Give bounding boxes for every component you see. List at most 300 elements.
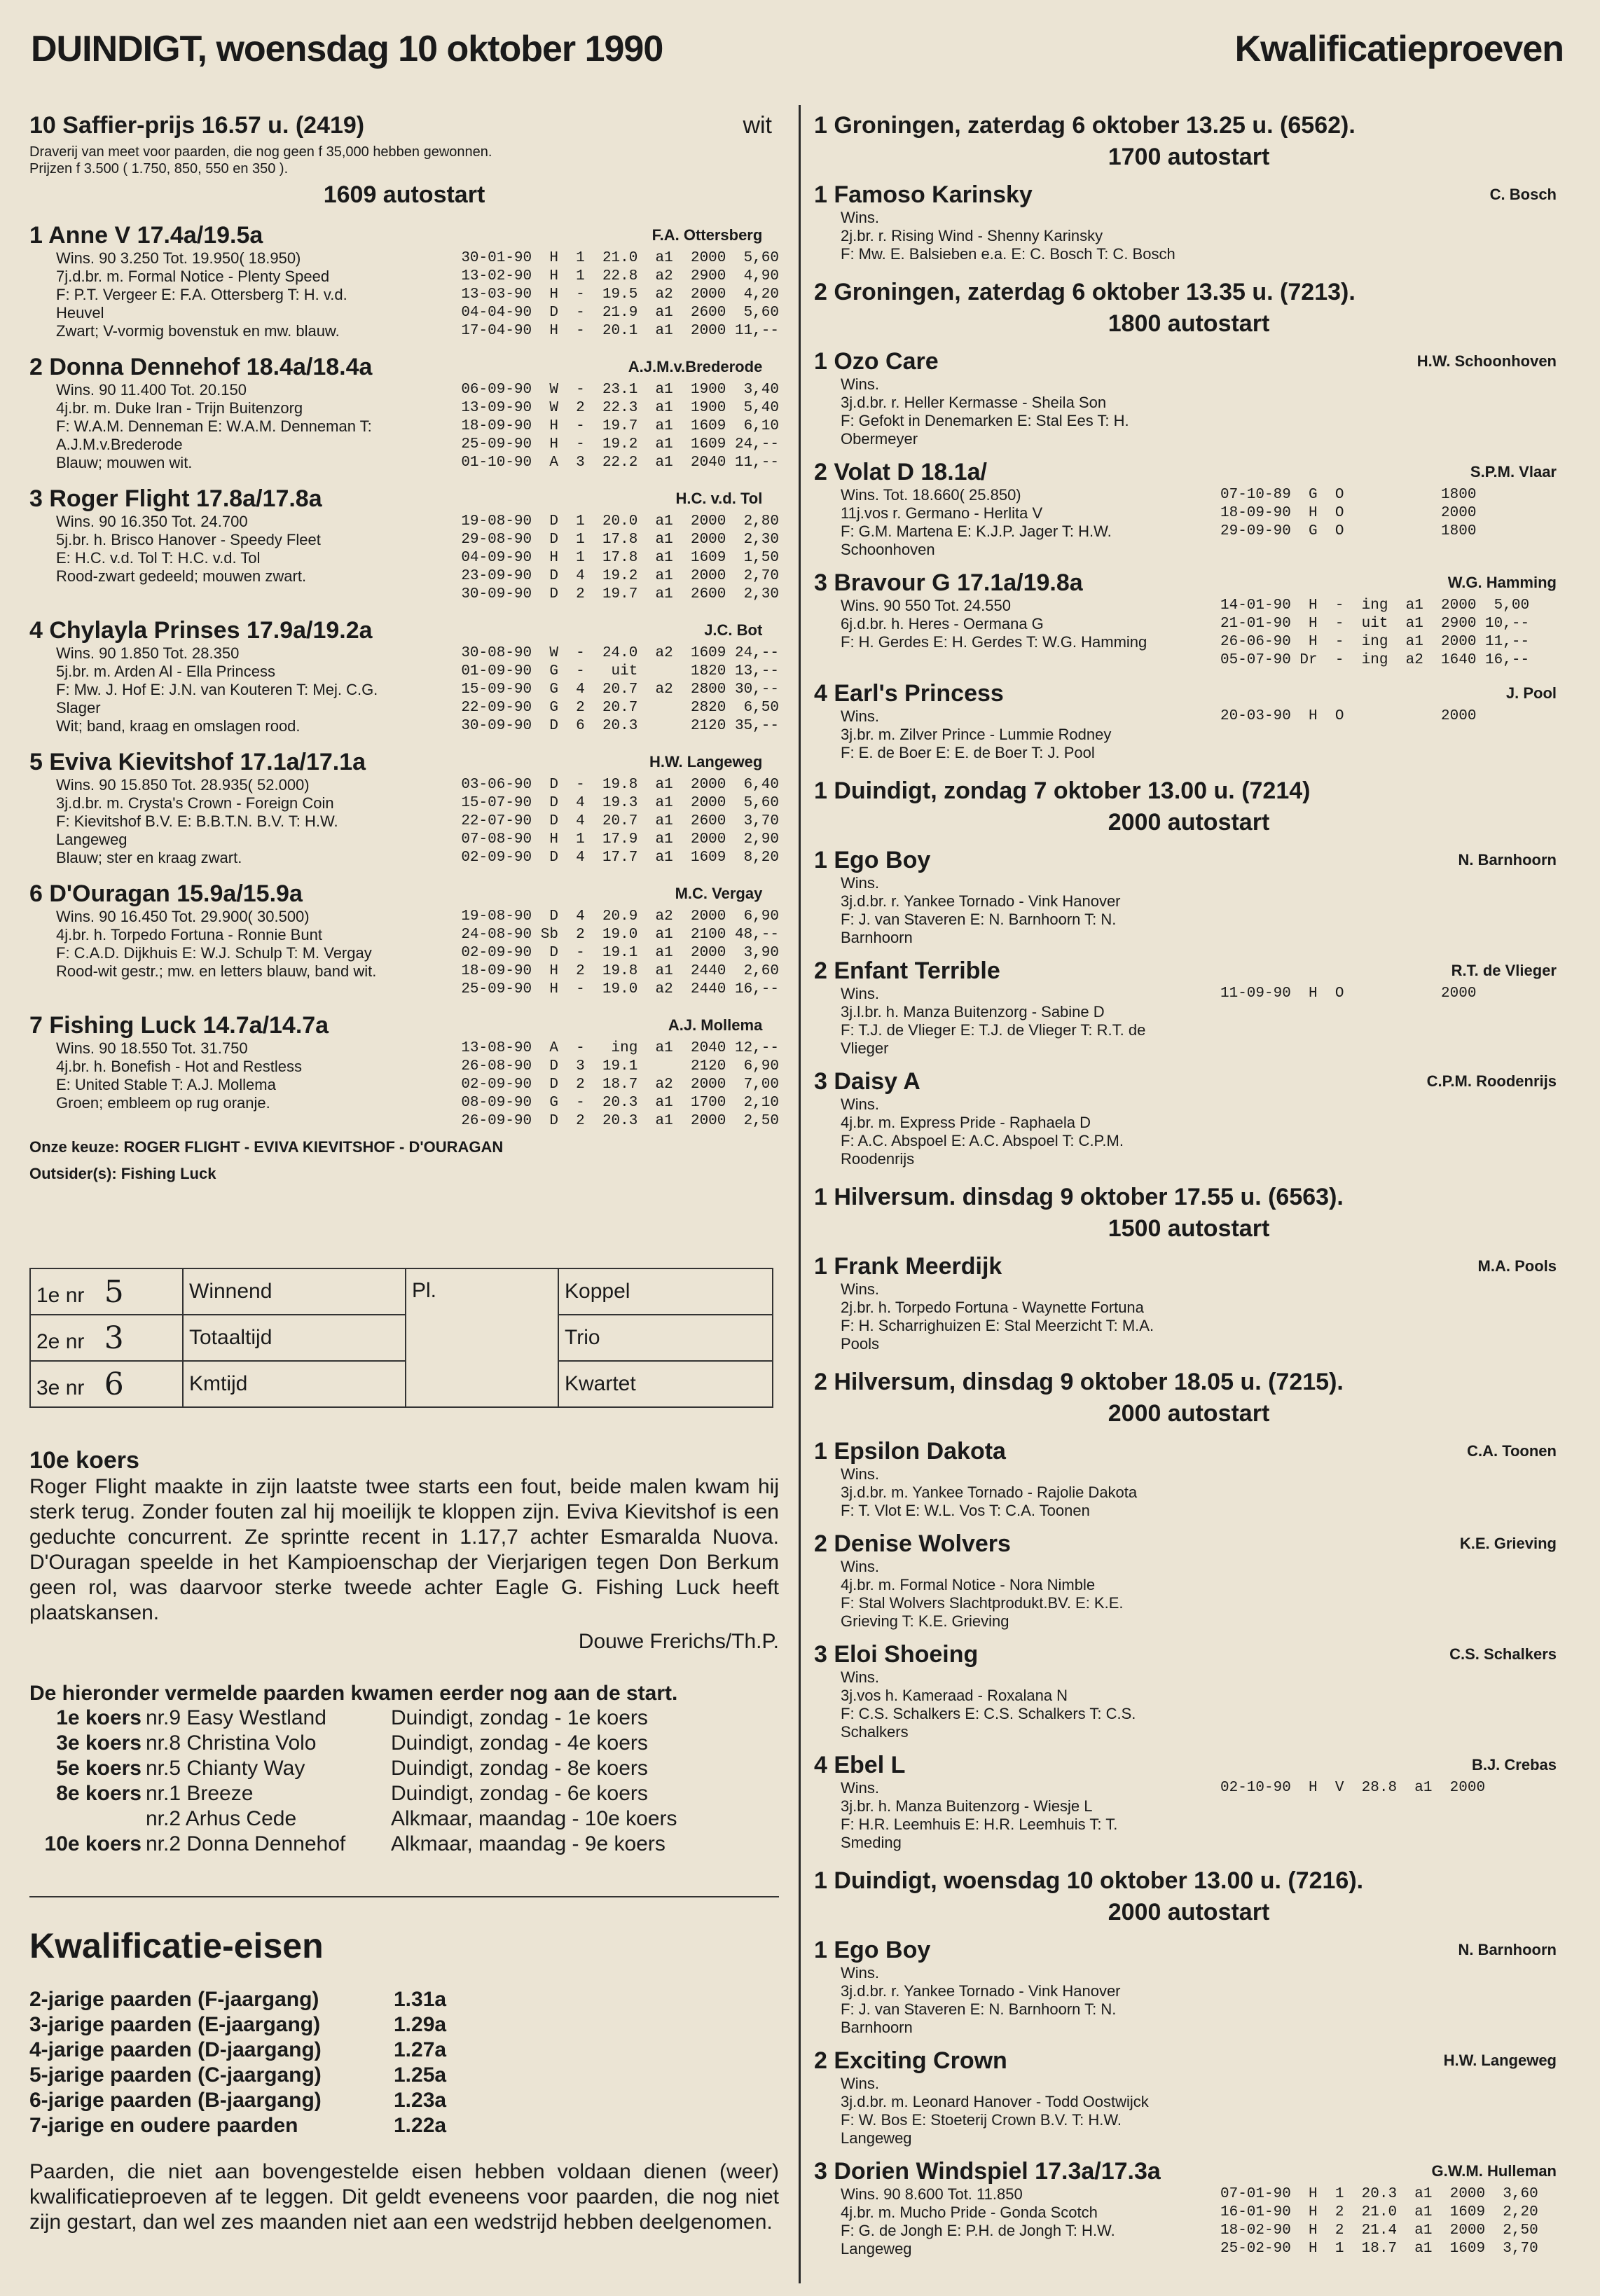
header-section: Kwalificatieproeven	[1234, 29, 1564, 69]
horse-info	[814, 1437, 1206, 1520]
horse-detail-line: F: Mw. E. Balsieben e.a. E: C. Bosch T: C. Bosch	[841, 245, 1175, 263]
horse-driver: R.T. de Vlieger	[1451, 962, 1557, 979]
previous-starts-title: De hieronder vermelde paarden kwamen eerder nog aan de start.	[29, 1682, 678, 1705]
horse-detail-line: Wins. Tot. 18.660( 25.850)	[841, 486, 1021, 504]
previous-horse: nr.8 Christina Volo	[146, 1731, 317, 1755]
performance-row: 25-09-90 H - 19.2 a1 1609 24,--	[461, 436, 779, 452]
horse-performances	[433, 776, 779, 867]
horse-stats	[433, 616, 779, 735]
horse-detail-line: F: T. Vlot E: W.L. Vos T: C.A. Toonen	[841, 1502, 1090, 1519]
qualification-time: 1.25a	[394, 2063, 447, 2087]
horse-detail-line: F: P.T. Vergeer E: F.A. Ottersberg T: H. v.d.	[56, 286, 347, 303]
horse-driver: C. Bosch	[1489, 186, 1557, 203]
race-distance: 1609 autostart	[323, 181, 485, 208]
commentary-text: Roger Flight maakte in zijn laatste twee starts een fout, beide malen kwam hij sterk terug. Zonder fouten zal hij moeilijk te kloppen zijn. Eviva Kievitshof is een geduchte concurrent. Ze sprintte recent in 1.17,7 achter Esmaralda Nuova. D'Ouragan speelde in het Kampioenschap der Vierjarigen tegen Don Berkum geen rol, was daarvoor sterke tweede achter Eagle G. Fishing Luck heeft plaatskansen.	[29, 1475, 779, 1624]
qualification-race-distance: 2000 autostart	[1108, 809, 1270, 836]
qualification-race-title: 2 Hilversum, dinsdag 9 oktober 18.05 u. (7215).	[814, 1369, 1344, 1395]
performance-row: 30-01-90 H 1 21.0 a1 2000 5,60	[461, 250, 779, 266]
horse-name: 1 Famoso Karinsky	[814, 181, 1033, 208]
horse-driver: C.S. Schalkers	[1449, 1645, 1557, 1663]
performance-row: 15-09-90 G 4 20.7 a2 2800 30,--	[461, 682, 779, 698]
performance-row: 08-09-90 G - 20.3 a1 1700 2,10	[461, 1095, 779, 1111]
horse-info	[814, 1252, 1206, 1353]
horse-detail-line: Smeding	[841, 1834, 902, 1851]
horse-info	[814, 458, 1206, 559]
performance-row: 07-01-90 H 1 20.3 a1 2000 3,60	[1220, 2186, 1538, 2202]
performance-row: 30-09-90 D 6 20.3 2120 35,--	[461, 718, 779, 734]
horse-detail-line: F: J. van Staveren E: N. Barnhoorn T: N.	[841, 2000, 1117, 2018]
horse-entry	[814, 1530, 1564, 1631]
previous-location: Alkmaar, maandag - 10e koers	[391, 1807, 677, 1830]
kmtijd-label: Kmtijd	[183, 1361, 406, 1407]
qualification-race	[814, 1184, 1564, 1353]
horse-detail-line: Wins. 90 16.450 Tot. 29.900( 30.500)	[56, 908, 310, 925]
previous-location: Duindigt, zondag - 4e koers	[391, 1731, 648, 1755]
qualification-race-distance: 1700 autostart	[1108, 144, 1270, 170]
qualification-age: 6-jarige paarden (B-jaargang)	[29, 2089, 322, 2112]
horse-entry	[814, 458, 1564, 559]
horse-driver: H.C. v.d. Tol	[675, 490, 763, 507]
performance-row: 14-01-90 H - ing a1 2000 5,00	[1220, 597, 1530, 614]
horse-name: 3 Dorien Windspiel 17.3a/17.3a	[814, 2158, 1161, 2185]
previous-horse: nr.5 Chianty Way	[146, 1757, 305, 1780]
horse-entry	[814, 2047, 1564, 2148]
horse-entry	[814, 569, 1564, 670]
horse-driver: B.J. Crebas	[1471, 1756, 1557, 1773]
horse-name: 4 Chylayla Prinses 17.9a/19.2a	[29, 617, 373, 644]
horse-stats	[1206, 1252, 1564, 1353]
horse-detail-line: Schalkers	[841, 1723, 909, 1741]
race-prizes: Prijzen f 3.500 ( 1.750, 850, 550 en 350 ).	[29, 161, 289, 177]
qualification-text: Paarden, die niet aan bovengestelde eisen hebben voldaan dienen (weer) kwalificatieproeven af te leggen. Dit geldt eveneens voor paarden, die nog niet zijn gestart, dan wel zes maanden niet aan een wedstrijd hebben deelgenomen.	[29, 2160, 779, 2234]
horse-detail-line: Wins. 90 8.600 Tot. 11.850	[841, 2185, 1023, 2203]
left-column	[29, 112, 779, 2235]
horse-performances	[433, 644, 779, 735]
performance-row: 06-09-90 W - 23.1 a1 1900 3,40	[461, 382, 779, 398]
horse-detail-line: Grieving T: K.E. Grieving	[841, 1612, 1009, 1630]
horse-list	[29, 221, 779, 1130]
horse-detail-line: Wins.	[841, 985, 879, 1002]
horse-stats	[1206, 1437, 1564, 1520]
performance-row: 02-09-90 D 2 18.7 a2 2000 7,00	[461, 1077, 779, 1093]
horse-detail-line: Langeweg	[841, 2240, 912, 2257]
performance-row: 02-10-90 H V 28.8 a1 2000	[1220, 1780, 1486, 1796]
horse-detail-line: Wins. 90 11.400 Tot. 20.150	[56, 381, 247, 399]
horse-detail-line: Wins. 90 16.350 Tot. 24.700	[56, 513, 248, 530]
winnend-label: Winnend	[183, 1268, 406, 1315]
horse-detail-line: 3j.d.br. m. Crysta's Crown - Foreign Coin	[56, 794, 334, 812]
our-pick: Onze keuze: ROGER FLIGHT - EVIVA KIEVITSHOF - D'OURAGAN	[29, 1138, 504, 1156]
horse-detail-line: F: Stal Wolvers Slachtprodukt.BV. E: K.E.	[841, 1594, 1124, 1612]
horse-detail-line: F: C.S. Schalkers E: C.S. Schalkers T: C.S.	[841, 1705, 1136, 1722]
horse-stats	[433, 485, 779, 604]
horse-info	[814, 1936, 1206, 2037]
header-date: DUINDIGT, woensdag 10 oktober 1990	[31, 29, 663, 69]
horse-detail-line: 3j.br. h. Manza Buitenzorg - Wiesje L	[841, 1797, 1093, 1815]
horse-entry	[29, 485, 779, 604]
horse-name: 2 Enfant Terrible	[814, 957, 1000, 984]
horse-stats	[1206, 1936, 1564, 2037]
horse-name: 4 Ebel L	[814, 1752, 906, 1778]
qualification-race-title: 1 Hilversum. dinsdag 9 oktober 17.55 u. (6563).	[814, 1184, 1344, 1210]
horse-entry	[814, 347, 1564, 448]
performance-row: 18-09-90 H O 2000	[1220, 505, 1477, 521]
result-row-1: 1e nr 5	[30, 1268, 183, 1315]
horse-detail-line: F: Kievitshof B.V. E: B.B.T.N. B.V. T: H.W.	[56, 812, 338, 830]
horse-driver: C.A. Toonen	[1467, 1442, 1557, 1460]
page-header	[31, 28, 1564, 84]
horse-stats	[433, 880, 779, 999]
previous-start-row	[29, 1756, 779, 1781]
horse-entry	[29, 616, 779, 735]
horse-performances	[433, 1039, 779, 1130]
horse-detail-line: F: J. van Staveren E: N. Barnhoorn T: N.	[841, 911, 1117, 928]
horse-detail-line: Vlieger	[841, 1039, 889, 1057]
horse-info	[814, 347, 1206, 448]
handwritten-2: 3	[104, 1320, 124, 1356]
horse-info	[814, 2047, 1206, 2148]
horse-info	[814, 1640, 1206, 1741]
horse-info	[814, 1751, 1206, 1852]
horse-detail-line: F: Gefokt in Denemarken E: Stal Ees T: H.	[841, 412, 1129, 429]
performance-row: 13-09-90 W 2 22.3 a1 1900 5,40	[461, 400, 779, 416]
horse-driver: H.W. Schoonhoven	[1416, 352, 1557, 370]
horse-detail-line: 3j.l.br. h. Manza Buitenzorg - Sabine D	[841, 1003, 1105, 1021]
horse-detail-line: Langeweg	[841, 2129, 912, 2147]
performance-row: 19-08-90 D 4 20.9 a2 2000 6,90	[461, 908, 779, 925]
performance-row: 13-08-90 A - ing a1 2040 12,--	[461, 1040, 779, 1056]
horse-detail-line: Wins.	[841, 874, 879, 892]
horse-info	[814, 1067, 1206, 1168]
trio-label: Trio	[558, 1315, 773, 1361]
performance-row: 18-09-90 H 2 19.8 a1 2440 2,60	[461, 963, 779, 979]
performance-row: 23-09-90 D 4 19.2 a1 2000 2,70	[461, 568, 779, 584]
horse-detail-line: Groen; embleem op rug oranje.	[56, 1094, 270, 1112]
horse-detail-line: F: T.J. de Vlieger E: T.J. de Vlieger T: R.T. de	[841, 1021, 1146, 1039]
horse-entry	[814, 1067, 1564, 1168]
horse-detail-line: Pools	[841, 1335, 880, 1353]
horse-detail-line: Wins. 90 18.550 Tot. 31.750	[56, 1039, 248, 1057]
qualification-age: 3-jarige paarden (E-jaargang)	[29, 2013, 321, 2036]
performance-row: 17-04-90 H - 20.1 a1 2000 11,--	[461, 323, 779, 339]
horse-name: 2 Donna Dennehof 18.4a/18.4a	[29, 354, 373, 380]
horse-performances	[1206, 597, 1564, 670]
performance-row: 15-07-90 D 4 19.3 a1 2000 5,60	[461, 795, 779, 811]
horse-detail-line: 5j.br. h. Brisco Hanover - Speedy Fleet	[56, 531, 321, 548]
qualification-race	[814, 112, 1564, 263]
horse-detail-line: F: W. Bos E: Stoeterij Crown B.V. T: H.W.	[841, 2111, 1122, 2129]
performance-row: 16-01-90 H 2 21.0 a1 1609 2,20	[1220, 2204, 1538, 2220]
performance-row: 26-08-90 D 3 19.1 2120 6,90	[461, 1058, 779, 1074]
qualification-race-title: 1 Duindigt, woensdag 10 oktober 13.00 u. (7216).	[814, 1867, 1364, 1894]
race-description: Draverij van meet voor paarden, die nog geen f 35,000 hebben gewonnen.	[29, 144, 492, 160]
column-divider	[799, 105, 801, 2283]
qualification-row	[29, 2063, 779, 2088]
horse-detail-line: Blauw; mouwen wit.	[56, 454, 193, 471]
qualification-time: 1.29a	[394, 2013, 447, 2036]
performance-row: 22-09-90 G 2 20.7 2820 6,50	[461, 700, 779, 716]
kwartet-label: Kwartet	[558, 1361, 773, 1407]
horse-entry	[29, 1011, 779, 1130]
horse-detail-line: 6j.d.br. h. Heres - Oermana G	[841, 615, 1044, 632]
qualification-race	[814, 1369, 1564, 1852]
performance-row: 13-03-90 H - 19.5 a2 2000 4,20	[461, 286, 779, 303]
horse-detail-line: 3j.d.br. m. Yankee Tornado - Rajolie Dakota	[841, 1484, 1138, 1501]
horse-name: 5 Eviva Kievitshof 17.1a/17.1a	[29, 749, 366, 775]
horse-stats	[1206, 347, 1564, 448]
horse-detail-line: Blauw; ster en kraag zwart.	[56, 849, 242, 866]
race-color: wit	[743, 112, 772, 139]
performance-row: 25-09-90 H - 19.0 a2 2440 16,--	[461, 981, 779, 997]
qualification-age: 5-jarige paarden (C-jaargang)	[29, 2063, 322, 2087]
performance-row: 30-09-90 D 2 19.7 a1 2600 2,30	[461, 586, 779, 602]
performance-row: 22-07-90 D 4 20.7 a1 2600 3,70	[461, 813, 779, 829]
horse-performances	[433, 513, 779, 604]
performance-row: 19-08-90 D 1 20.0 a1 2000 2,80	[461, 513, 779, 530]
horse-stats	[1206, 458, 1564, 559]
place-label: Pl.	[406, 1268, 558, 1407]
horse-detail-line: Obermeyer	[841, 430, 918, 448]
horse-detail-line: F: H. Gerdes E: H. Gerdes T: W.G. Hamming	[841, 633, 1147, 651]
result-row-3: 3e nr 6	[30, 1361, 183, 1407]
qualification-time: 1.23a	[394, 2089, 447, 2112]
horse-detail-line: E: H.C. v.d. Tol T: H.C. v.d. Tol	[56, 549, 261, 567]
previous-location: Alkmaar, maandag - 9e koers	[391, 1832, 665, 1855]
horse-stats	[1206, 1640, 1564, 1741]
horse-driver: M.A. Pools	[1477, 1257, 1557, 1275]
qualification-age: 7-jarige en oudere paarden	[29, 2114, 298, 2137]
performance-row: 05-07-90 Dr - ing a2 1640 16,--	[1220, 652, 1530, 668]
horse-detail-line: 3j.br. m. Zilver Prince - Lummie Rodney	[841, 726, 1112, 743]
performance-row: 01-09-90 G - uit 1820 13,--	[461, 663, 779, 679]
horse-performances	[433, 908, 779, 999]
horse-detail-line: 4j.br. h. Torpedo Fortuna - Ronnie Bunt	[56, 926, 322, 943]
horse-driver: G.W.M. Hulleman	[1431, 2162, 1557, 2180]
horse-detail-line: 3j.vos h. Kameraad - Roxalana N	[841, 1687, 1068, 1704]
horse-info	[814, 181, 1206, 263]
horse-entry	[29, 221, 779, 340]
performance-row: 03-06-90 D - 19.8 a1 2000 6,40	[461, 777, 779, 793]
horse-driver: H.W. Langeweg	[649, 753, 763, 770]
horse-entry	[29, 353, 779, 472]
horse-detail-line: Wins.	[841, 1095, 879, 1113]
horse-stats	[1206, 1530, 1564, 1631]
horse-detail-line: F: H.R. Leemhuis E: H.R. Leemhuis T: T.	[841, 1816, 1118, 1833]
horse-detail-line: Rood-wit gestr.; mw. en letters blauw, band wit.	[56, 962, 377, 980]
horse-name: 3 Daisy A	[814, 1068, 920, 1095]
horse-detail-line: Slager	[56, 699, 101, 717]
horse-info	[814, 846, 1206, 947]
horse-detail-line: Roodenrijs	[841, 1150, 915, 1168]
horse-performances	[1206, 486, 1564, 541]
qualification-row	[29, 2038, 779, 2063]
previous-start-row	[29, 1806, 779, 1832]
qualification-time: 1.27a	[394, 2038, 447, 2061]
qualification-race-title: 2 Groningen, zaterdag 6 oktober 13.35 u. (7213).	[814, 279, 1356, 305]
horse-info	[814, 679, 1206, 762]
horse-detail-line: 5j.br. m. Arden Al - Ella Princess	[56, 663, 276, 680]
horse-driver: C.P.M. Roodenrijs	[1426, 1072, 1557, 1090]
horse-detail-line: F: W.A.M. Denneman E: W.A.M. Denneman T:	[56, 417, 372, 435]
horse-stats	[1206, 957, 1564, 1058]
horse-detail-line: Wins.	[841, 1779, 879, 1797]
previous-horse: nr.2 Arhus Cede	[146, 1807, 297, 1830]
horse-entry	[814, 1751, 1564, 1852]
previous-race: 8e koers	[56, 1782, 142, 1805]
right-column	[814, 112, 1564, 2274]
horse-info	[814, 1530, 1206, 1631]
horse-entry	[814, 1640, 1564, 1741]
horse-detail-line: Schoonhoven	[841, 541, 935, 558]
previous-start-row	[29, 1731, 779, 1756]
horse-driver: N. Barnhoorn	[1458, 1941, 1557, 1958]
totaaltijd-label: Totaaltijd	[183, 1315, 406, 1361]
qualification-time: 1.31a	[394, 1988, 447, 2011]
previous-race: 5e koers	[56, 1757, 142, 1780]
performance-row: 18-02-90 H 2 21.4 a1 2000 2,50	[1220, 2222, 1538, 2239]
horse-entry	[814, 2157, 1564, 2258]
horse-driver: H.W. Langeweg	[1443, 2052, 1557, 2069]
horse-name: 2 Denise Wolvers	[814, 1530, 1011, 1557]
result-box	[29, 1268, 773, 1408]
horse-stats	[1206, 569, 1564, 670]
qualification-row	[29, 2012, 779, 2038]
horse-performances	[433, 381, 779, 472]
horse-driver: K.E. Grieving	[1459, 1535, 1557, 1552]
performance-row: 26-06-90 H - ing a1 2000 11,--	[1220, 634, 1530, 650]
horse-stats	[1206, 679, 1564, 762]
horse-stats	[1206, 181, 1564, 263]
horse-name: 2 Volat D 18.1a/	[814, 459, 987, 485]
qualification-race	[814, 1867, 1564, 2258]
horse-detail-line: 3j.d.br. r. Yankee Tornado - Vink Hanover	[841, 1982, 1121, 2000]
qualification-races	[814, 112, 1564, 2258]
horse-detail-line: 7j.d.br. m. Formal Notice - Plenty Speed	[56, 268, 330, 285]
horse-info	[29, 880, 433, 999]
horse-detail-line: Wit; band, kraag en omslagen rood.	[56, 717, 301, 735]
horse-detail-line: Wins.	[841, 707, 879, 725]
previous-horse: nr.2 Donna Dennehof	[146, 1832, 346, 1855]
horse-detail-line: Wins.	[841, 1465, 879, 1483]
horse-driver: F.A. Ottersberg	[651, 226, 763, 244]
performance-row: 24-08-90 Sb 2 19.0 a1 2100 48,--	[461, 927, 779, 943]
outsiders: Outsider(s): Fishing Luck	[29, 1165, 216, 1182]
horse-name: 1 Ozo Care	[814, 348, 939, 375]
qualification-race-distance: 2000 autostart	[1108, 1400, 1270, 1427]
horse-info	[29, 353, 433, 472]
horse-name: 3 Roger Flight 17.8a/17.8a	[29, 485, 322, 512]
horse-stats	[1206, 2157, 1564, 2258]
horse-detail-line: 11j.vos r. Germano - Herlita V	[841, 504, 1043, 522]
qualification-race-distance: 1500 autostart	[1108, 1215, 1270, 1242]
horse-detail-line: F: H. Scharrighuizen E: Stal Meerzicht T: M.A.	[841, 1317, 1154, 1334]
horse-performances	[1206, 1779, 1564, 1797]
horse-name: 1 Ego Boy	[814, 847, 931, 873]
horse-stats	[433, 221, 779, 340]
horse-name: 1 Ego Boy	[814, 1937, 931, 1963]
horse-detail-line: Wins.	[841, 209, 879, 226]
horse-info	[29, 221, 433, 340]
horse-driver: A.J.M.v.Brederode	[628, 358, 763, 375]
horse-name: 1 Anne V 17.4a/19.5a	[29, 222, 263, 249]
section-divider	[29, 1896, 779, 1897]
qualification-row	[29, 2113, 779, 2138]
horse-detail-line: Wins.	[841, 1964, 879, 1982]
qualification-race-title: 1 Duindigt, zondag 7 oktober 13.00 u. (7214)	[814, 777, 1311, 804]
horse-name: 1 Epsilon Dakota	[814, 1438, 1006, 1465]
horse-detail-line: F: G.M. Martena E: K.J.P. Jager T: H.W.	[841, 523, 1112, 540]
horse-detail-line: E: United Stable T: A.J. Mollema	[56, 1076, 276, 1093]
horse-stats	[433, 353, 779, 472]
performance-row: 02-09-90 D - 19.1 a1 2000 3,90	[461, 945, 779, 961]
horse-stats	[1206, 1067, 1564, 1168]
horse-detail-line: Wins.	[841, 1668, 879, 1686]
qualification-list	[29, 1987, 779, 2138]
previous-starts-list	[29, 1706, 779, 1857]
horse-entry	[29, 748, 779, 867]
horse-detail-line: Rood-zwart gedeeld; mouwen zwart.	[56, 567, 307, 585]
horse-detail-line: F: E. de Boer E: E. de Boer T: J. Pool	[841, 744, 1095, 761]
horse-detail-line: Wins.	[841, 1280, 879, 1298]
horse-detail-line: Wins. 90 1.850 Tot. 28.350	[56, 644, 240, 662]
performance-row: 26-09-90 D 2 20.3 a1 2000 2,50	[461, 1113, 779, 1129]
horse-driver: A.J. Mollema	[668, 1016, 763, 1034]
result-row-2: 2e nr 3	[30, 1315, 183, 1361]
previous-start-row	[29, 1706, 779, 1731]
qualification-race-distance: 2000 autostart	[1108, 1899, 1270, 1925]
commentary-title: 10e koers	[29, 1447, 139, 1474]
horse-name: 1 Frank Meerdijk	[814, 1253, 1002, 1280]
horse-info	[814, 569, 1206, 670]
horse-detail-line: 4j.br. m. Express Pride - Raphaela D	[841, 1114, 1091, 1131]
performance-row: 29-09-90 G O 1800	[1220, 523, 1477, 539]
horse-detail-line: 3j.d.br. m. Leonard Hanover - Todd Oostwijck	[841, 2093, 1149, 2110]
horse-detail-line: Heuvel	[56, 304, 104, 321]
horse-info	[29, 616, 433, 735]
performance-row: 13-02-90 H 1 22.8 a2 2900 4,90	[461, 268, 779, 284]
horse-name: 2 Exciting Crown	[814, 2047, 1007, 2074]
performance-row: 21-01-90 H - uit a1 2900 10,--	[1220, 616, 1530, 632]
previous-horse: nr.9 Easy Westland	[146, 1706, 326, 1729]
performance-row: 02-09-90 D 4 17.7 a1 1609 8,20	[461, 850, 779, 866]
qualification-time: 1.22a	[394, 2114, 447, 2137]
horse-driver: W.G. Hamming	[1447, 574, 1557, 591]
horse-driver: M.C. Vergay	[675, 885, 763, 902]
horse-entry	[814, 1936, 1564, 2037]
qualification-race	[814, 777, 1564, 1168]
horse-detail-line: A.J.M.v.Brederode	[56, 436, 183, 453]
horse-detail-line: 3j.d.br. r. Heller Kermasse - Sheila Son	[841, 394, 1107, 411]
horse-name: 7 Fishing Luck 14.7a/14.7a	[29, 1012, 329, 1039]
qualification-title: Kwalificatie-eisen	[29, 1926, 324, 1965]
horse-detail-line: 4j.br. m. Formal Notice - Nora Nimble	[841, 1576, 1096, 1593]
horse-detail-line: 2j.br. r. Rising Wind - Shenny Karinsky	[841, 227, 1103, 244]
horse-entry	[814, 1437, 1564, 1520]
horse-entry	[814, 181, 1564, 263]
horse-entry	[814, 846, 1564, 947]
horse-detail-line: 2j.br. h. Torpedo Fortuna - Waynette Fortuna	[841, 1299, 1144, 1316]
handwritten-1: 5	[104, 1273, 124, 1310]
performance-row: 07-08-90 H 1 17.9 a1 2000 2,90	[461, 831, 779, 848]
horse-detail-line: Wins.	[841, 1558, 879, 1575]
performance-row: 29-08-90 D 1 17.8 a1 2000 2,30	[461, 532, 779, 548]
horse-stats	[1206, 2047, 1564, 2148]
horse-info	[814, 957, 1206, 1058]
qualification-row	[29, 2088, 779, 2113]
horse-name: 6 D'Ouragan 15.9a/15.9a	[29, 880, 303, 907]
koppel-label: Koppel	[558, 1268, 773, 1315]
performance-row: 01-10-90 A 3 22.2 a1 2040 11,--	[461, 455, 779, 471]
